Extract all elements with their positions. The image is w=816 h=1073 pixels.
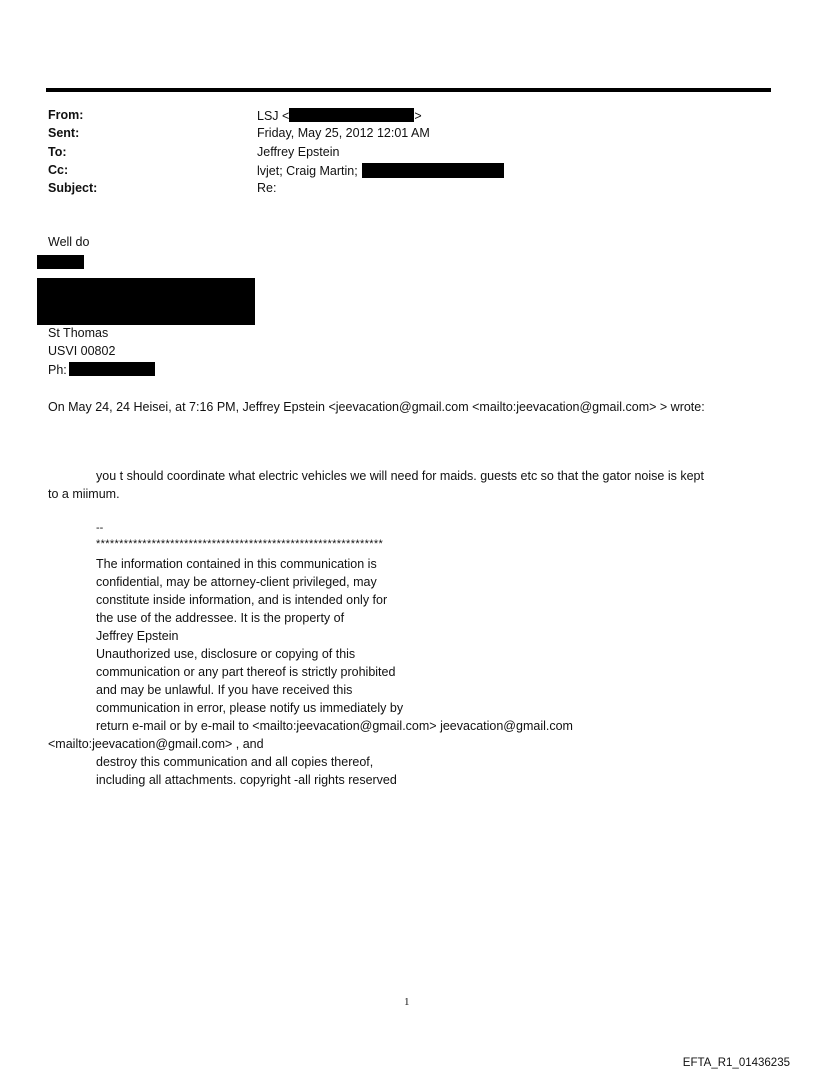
sent-value: Friday, May 25, 2012 12:01 AM [257,126,430,140]
from-prefix: LSJ < [257,109,290,123]
sent-label: Sent: [48,126,80,140]
redaction-from-email [289,108,414,122]
disclaimer-line: confidential, may be attorney-client privileged, may [96,575,377,589]
disclaimer-line: Unauthorized use, disclosure or copying of this [96,647,356,661]
signature-stars: ************************************************************** [96,538,384,550]
cc-label: Cc: [48,163,69,177]
subject-value: Re: [257,181,277,195]
message-line-2: to a miimum. [48,487,120,501]
document-id: EFTA_R1_01436235 [682,1057,790,1069]
disclaimer-line: Jeffrey Epstein [96,629,179,643]
cc-value [257,163,504,178]
signature-city: St Thomas [48,326,109,340]
disclaimer-wrap: <mailto:jeevacation@gmail.com> , and [48,737,264,751]
disclaimer-line: and may be unlawful. If you have received this [96,683,353,697]
redaction-signature-name [37,255,84,269]
redaction-cc [362,163,504,178]
signature-postal: USVI 00802 [48,344,116,358]
to-value: Jeffrey Epstein [257,145,340,159]
signature-dash: -- [96,522,104,534]
phone-label: Ph: [48,363,67,377]
disclaimer-line: return e-mail or by e-mail to <mailto:jeevacation@gmail.com> jeevacation@gmail.com [96,719,573,733]
disclaimer-line: communication or any part thereof is strictly prohibited [96,665,396,679]
greeting: Well do [48,235,90,249]
page-number: 1 [404,996,410,1008]
disclaimer-line: destroy this communication and all copies thereof, [96,755,374,769]
disclaimer-line: constitute inside information, and is intended only for [96,593,388,607]
header-rule [46,88,771,92]
message-line-1: you t should coordinate what electric vehicles we will need for maids. guests etc so that the gator noise is kept [96,469,704,483]
from-suffix: > [414,109,422,123]
subject-label: Subject: [48,181,98,195]
disclaimer-line: the use of the addressee. It is the property of [96,611,345,625]
disclaimer-line: including all attachments. copyright -all rights reserved [96,773,397,787]
to-label: To: [48,145,67,159]
from-value [257,108,422,123]
from-label: From: [48,108,84,122]
redaction-signature-block [37,278,255,325]
quote-intro: On May 24, 24 Heisei, at 7:16 PM, Jeffrey Epstein <jeevacation@gmail.com <mailto:jeevacation@gmail.com> > wrote: [48,400,705,414]
redaction-phone [69,362,155,376]
signature-phone [48,362,155,377]
disclaimer-line: The information contained in this communication is [96,557,377,571]
disclaimer-line: communication in error, please notify us immediately by [96,701,404,715]
cc-text: lvjet; Craig Martin; [257,164,358,178]
